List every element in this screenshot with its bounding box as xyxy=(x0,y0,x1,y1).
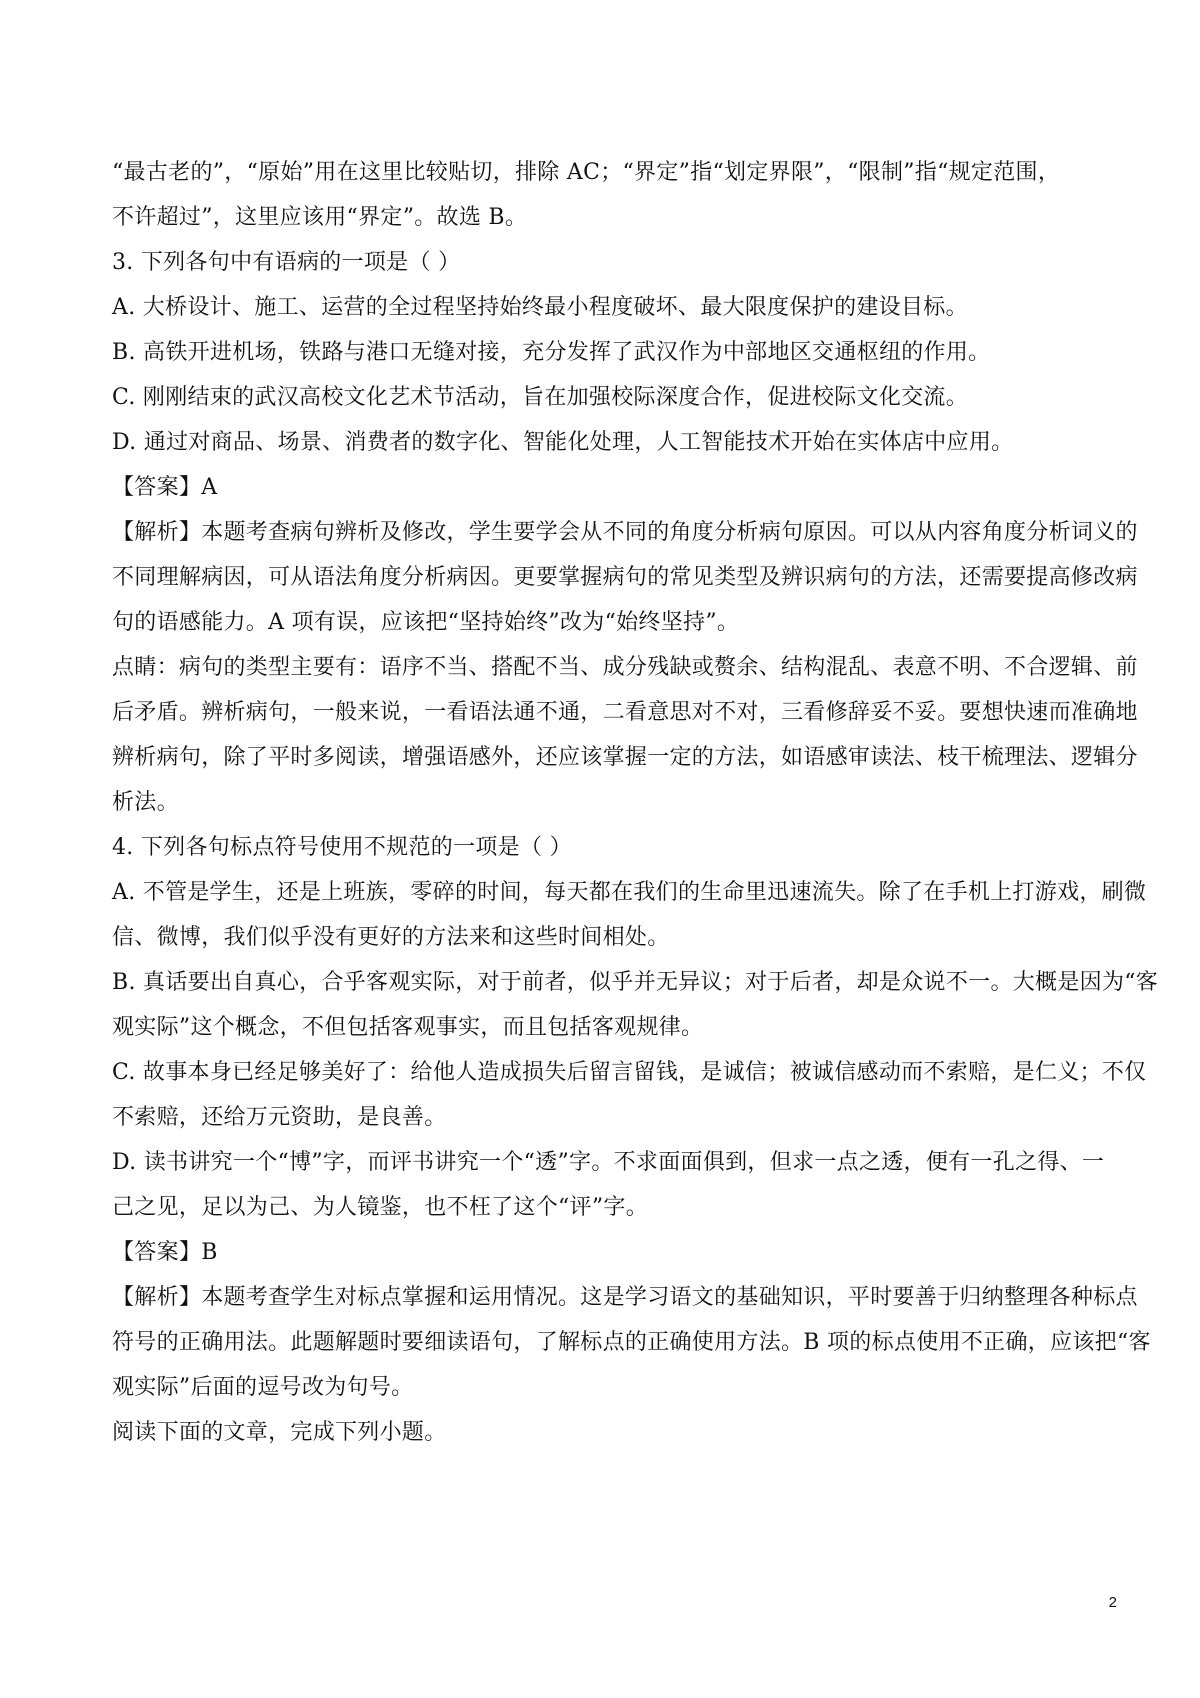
question-3-option-b: B. 高铁开进机场，铁路与港口无缝对接，充分发挥了武汉作为中部地区交通枢纽的作用。 xyxy=(112,340,991,365)
page-number: 2 xyxy=(1108,1594,1117,1611)
text-line: 信、微博，我们似乎没有更好的方法来和这些时间相处。 xyxy=(112,925,670,950)
question-3-option-c: C. 刚刚结束的武汉高校文化艺术节活动，旨在加强校际深度合作，促进校际文化交流。 xyxy=(112,385,969,410)
text-line: 观实际”后面的逗号改为句号。 xyxy=(112,1375,414,1400)
text-line: 观实际”这个概念，不但包括客观事实，而且包括客观规律。 xyxy=(112,1015,704,1040)
question-4-option-b: B. 真话要出自真心，合乎客观实际，对于前者，似乎并无异议；对于后者，却是众说不一。大概是因为“客 xyxy=(112,970,1159,995)
question-3-answer: 【答案】A xyxy=(112,475,218,500)
text-line: 符号的正确用法。此题解题时要细读语句，了解标点的正确使用方法。B 项的标点使用不正确，应该把“客 xyxy=(112,1330,1151,1355)
question-4-option-a: A. 不管是学生，还是上班族，零碎的时间，每天都在我们的生命里迅速流失。除了在手机上打游戏，刷微 xyxy=(112,880,1147,905)
question-3-option-d: D. 通过对商品、场景、消费者的数字化、智能化处理，人工智能技术开始在实体店中应用。 xyxy=(112,430,1014,455)
text-line: 不许超过”，这里应该用“界定”。故选 B。 xyxy=(112,205,528,230)
question-4-option-c: C. 故事本身已经足够美好了：给他人造成损失后留言留钱，是诚信；被诚信感动而不索赔，是仁义；不仅 xyxy=(112,1060,1147,1085)
question-4-analysis: 【解析】本题考查学生对标点掌握和运用情况。这是学习语文的基础知识，平时要善于归纳整理各种标点 xyxy=(112,1285,1138,1310)
text-line: 析法。 xyxy=(112,790,179,815)
question-4-answer: 【答案】B xyxy=(112,1240,218,1265)
text-line: 后矛盾。辨析病句，一般来说，一看语法通不通，二看意思对不对，三看修辞妥不妥。要想快速而准确地 xyxy=(112,700,1138,725)
document-body xyxy=(112,150,1159,1455)
question-3-option-a: A. 大桥设计、施工、运营的全过程坚持始终最小程度破坏、最大限度保护的建设目标。 xyxy=(112,295,968,320)
text-line: 不索赔，还给万元资助，是良善。 xyxy=(112,1105,447,1130)
question-4-option-d: D. 读书讲究一个“博”字，而评书讲究一个“透”字。不求面面俱到，但求一点之透，便有一孔之得、一 xyxy=(112,1150,1105,1175)
text-line: “最古老的”，“原始”用在这里比较贴切，排除 AC；“界定”指“划定界限”，“限制”指“规定范围， xyxy=(112,160,1061,185)
text-line: 不同理解病因，可从语法角度分析病因。更要掌握病句的常见类型及辨识病句的方法，还需要提高修改病 xyxy=(112,565,1138,590)
question-3-stem: 3. 下列各句中有语病的一项是（ ） xyxy=(112,250,461,275)
question-4-stem: 4. 下列各句标点符号使用不规范的一项是（ ） xyxy=(112,835,572,860)
text-line: 己之见，足以为己、为人镜鉴，也不枉了这个“评”字。 xyxy=(112,1195,648,1220)
question-3-note: 点睛：病句的类型主要有：语序不当、搭配不当、成分残缺或赘余、结构混乱、表意不明、不合逻辑、前 xyxy=(112,655,1138,680)
question-3-analysis: 【解析】本题考查病句辨析及修改，学生要学会从不同的角度分析病句原因。可以从内容角度分析词义的 xyxy=(112,520,1138,545)
text-line: 句的语感能力。A 项有误，应该把“坚持始终”改为“始终坚持”。 xyxy=(112,610,740,635)
text-line: 辨析病句，除了平时多阅读，增强语感外，还应该掌握一定的方法，如语感审读法、枝干梳理法、逻辑分 xyxy=(112,745,1138,770)
reading-instruction: 阅读下面的文章，完成下列小题。 xyxy=(112,1420,447,1445)
